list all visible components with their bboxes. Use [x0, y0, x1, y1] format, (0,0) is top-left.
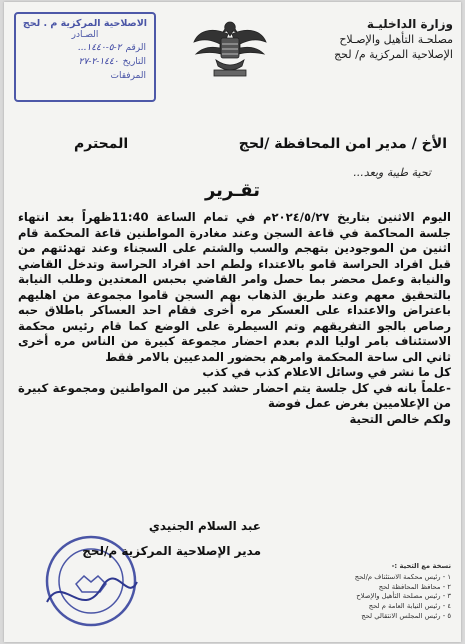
report-title: تقـرير [204, 180, 261, 201]
stamp-date-value: ١٤٤٠-٢-٢٧ [78, 57, 119, 67]
greeting: تحية طيبة وبعد... [353, 166, 431, 179]
body-paragraph: اليوم الاثنين بتاريخ ٢٠٢٤/٥/٢٧م في تمام الساعة 11:40ظهراً بعد انتهاء جلسة المحاكمة في قاعة السجن وعند مغادرة المواطنين قاعة المحكمة قام اثنين من الموجودين بتهجم والسب والشتم على السجناء وعند تهدئتهم من قبل افراد الحراسة قامو بالاعتداء ولطم احد افراد الحراسة وتدخل القاضي والنيابة وعمل محضر بما حصل وامر القاضي بحبس المعتدين وطلب النيابة بالتحقيق معهم وعند طريق الذهاب بهم السجن قاموا مجموعة من اهليهم باعتراض والاعتداء على العسكر مره أخرى فقام احد العساكر باطلاق حبه رصاص بالجو التفريقهم وتم السيطرة على الوضع كما قام رئيس محكمة الاستئناف بامر اوليا الدم بعدم احضار مجموعة كبيرة من الناس مره أخرى ثاني الى ساحة المحكمة وامرهم بحضور المدعيين بالامر فقط [18, 210, 452, 364]
addressee-to: الأخ / مدير امن المحافظة /لحج [238, 136, 447, 152]
body-paragraph-3: -علماً بانه في كل جلسة يتم احضار حشد كبير من المواطنين ومجموعة كبيرة من الإعلاميين بغرض عمل فوضة [18, 380, 451, 410]
cc-item: ١ - رئيس محكمة الاستئناف م/لحج [354, 572, 451, 581]
stamp-title: الاصلاحية المركزية م . لحج [22, 18, 148, 29]
stamp-attach-label: المرفقات [110, 71, 146, 81]
stamp-sub: الصـادر [71, 30, 99, 40]
cc-item: ٣ - رئيس مصلحة التأهيل والإصلاح [356, 592, 451, 601]
cc-item: ٤ - رئيس النيابة العامة م لحج [368, 602, 451, 611]
ministry-name: وزارة الداخليـة [366, 17, 453, 31]
addressee-honorific: المحترم [74, 136, 129, 152]
cc-title: نسخة مع التحية :- [391, 562, 451, 570]
report-body [18, 210, 451, 427]
body-paragraph-2: كل ما نشر في وسائل الاعلام كذب في كذب [202, 365, 451, 379]
cc-list [276, 562, 451, 622]
letter-page [4, 2, 461, 642]
stamp-attach-row [16, 69, 154, 83]
authority-name: مصلحـة التأهيل والإصـلاح [339, 33, 453, 46]
stamp-date-row [16, 55, 154, 69]
stamp-number-value: ...٢-٥-١٤٤٠ [77, 43, 122, 53]
stamp-number-label: الرقم [125, 43, 146, 53]
letterhead [303, 16, 453, 62]
addressee-line [74, 136, 447, 156]
closing-line: ولكم خالص التحية [349, 411, 451, 426]
signatory-name: عبد السلام الجنيدي [148, 519, 261, 533]
signature-block [82, 517, 261, 561]
cc-item: ٢ - محافظ المحافظة لحج [378, 582, 451, 591]
stamp-date-label: التاريخ [122, 57, 146, 67]
stamp-number-row [16, 41, 154, 55]
signatory-role: مدير الإصلاحية المركزية م/لحج [82, 544, 261, 558]
yemen-eagle-emblem-icon [190, 14, 270, 84]
prison-name: الإصلاحية المركزية م/ لحج [334, 48, 453, 61]
outgoing-stamp [14, 12, 156, 102]
cc-item: ٥ - رئيس المجلس الانتقالي لحج [361, 611, 451, 620]
